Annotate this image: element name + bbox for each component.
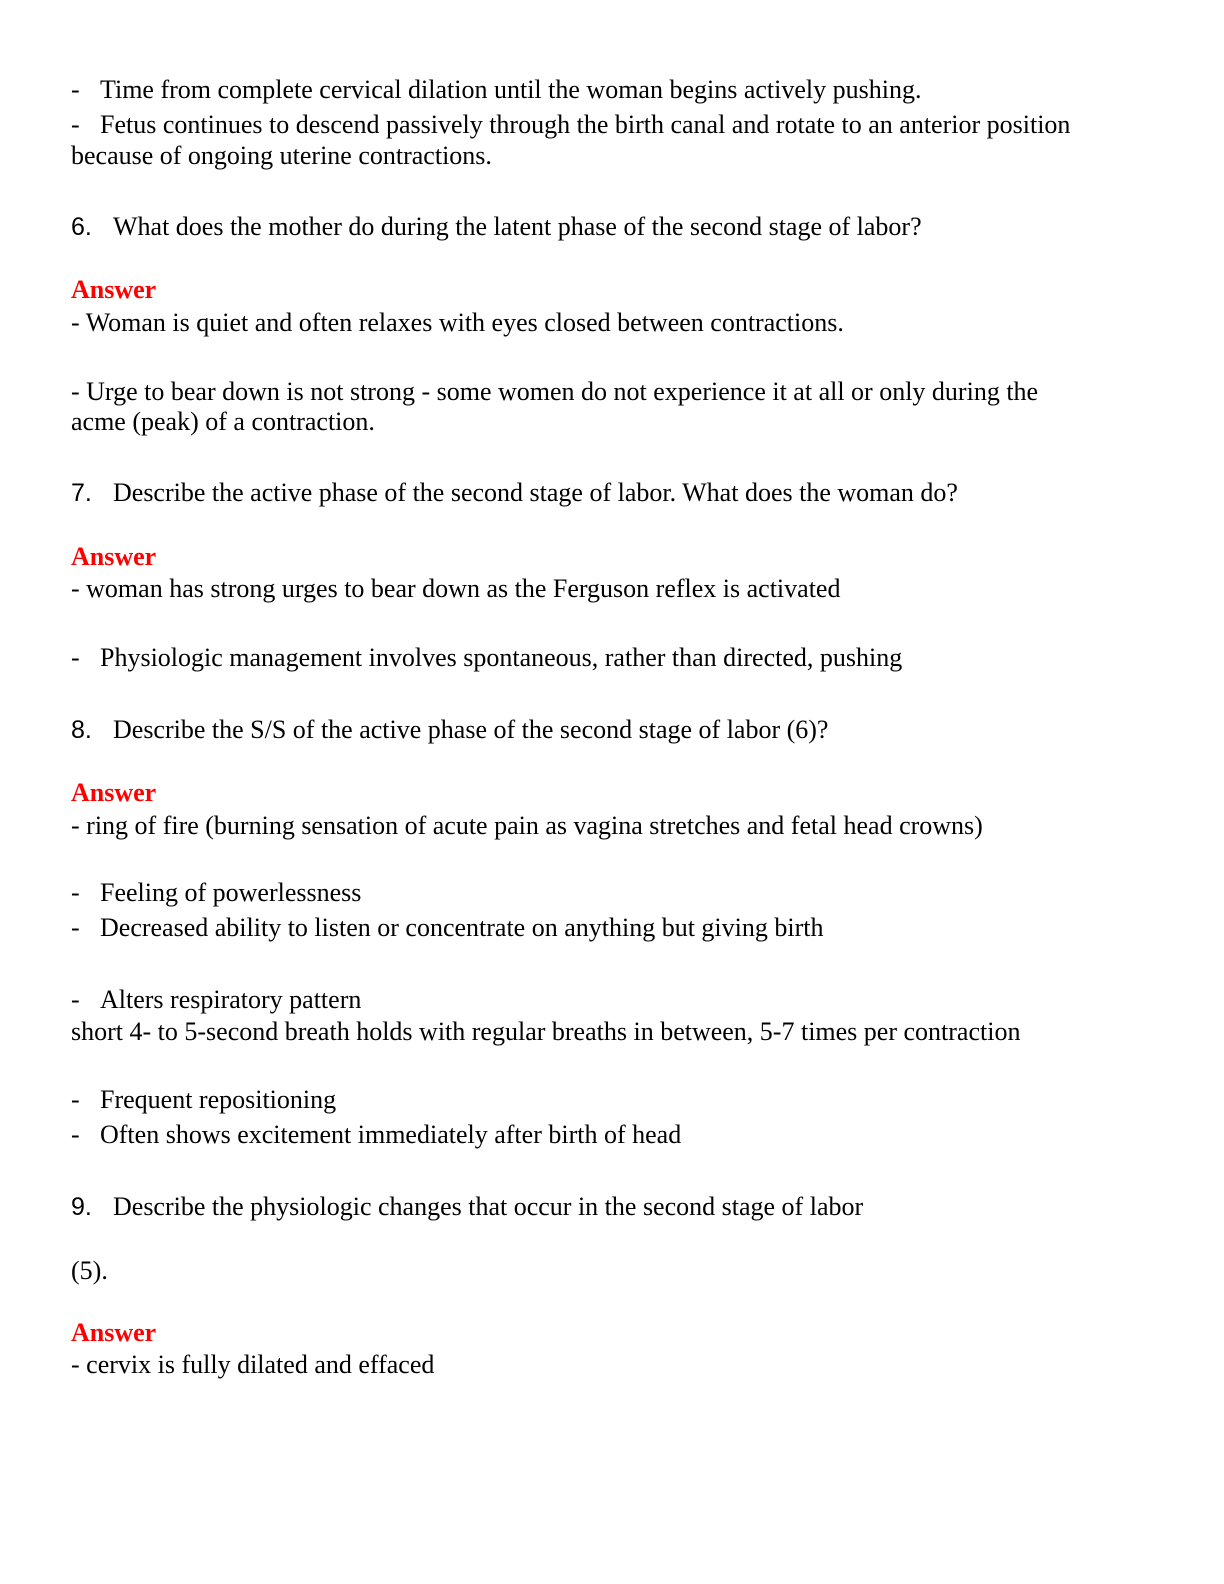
answer-label: Answer <box>71 1318 157 1347</box>
answer-bullet-text: Frequent repositioning <box>100 1085 337 1114</box>
question-7 <box>71 478 958 508</box>
question-number: 9. <box>71 1193 92 1221</box>
intro-bullet-2-text: Fetus continues to descend passively through the birth canal and rotate to an anterior position <box>100 110 1071 139</box>
bullet-dash: - <box>71 110 80 139</box>
answer-bullet <box>71 913 823 943</box>
bullet-dash: - <box>71 1085 80 1114</box>
bullet-dash: - <box>71 1120 80 1149</box>
bullet-dash: - <box>71 878 80 907</box>
answer-line: - woman has strong urges to bear down as the Ferguson reflex is activated <box>71 574 841 603</box>
answer-bullet <box>71 643 902 673</box>
answer-label: Answer <box>71 542 157 571</box>
intro-bullet-1-text: Time from complete cervical dilation until the woman begins actively pushing. <box>100 75 922 104</box>
answer-bullet-text: Decreased ability to listen or concentrate on anything but giving birth <box>100 913 824 942</box>
question-text: Describe the active phase of the second stage of labor. What does the woman do? <box>113 478 958 507</box>
question-text: Describe the S/S of the active phase of the second stage of labor (6)? <box>113 715 829 744</box>
answer-bullet-text: Often shows excitement immediately after birth of head <box>100 1120 682 1149</box>
question-number: 6. <box>71 213 92 241</box>
answer-bullet-text: Physiologic management involves spontaneous, rather than directed, pushing <box>100 643 903 672</box>
bullet-dash: - <box>71 913 80 942</box>
bullet-dash: - <box>71 985 80 1014</box>
answer-bullet-text: Feeling of powerlessness <box>100 878 362 907</box>
question-number: 8. <box>71 716 92 744</box>
answer-line: - cervix is fully dilated and effaced <box>71 1350 435 1379</box>
answer-line: acme (peak) of a contraction. <box>71 407 375 436</box>
answer-label: Answer <box>71 778 157 807</box>
answer-label: Answer <box>71 275 157 304</box>
intro-bullet-2-continuation: because of ongoing uterine contractions. <box>71 141 492 170</box>
answer-bullet <box>71 1085 336 1115</box>
question-text: What does the mother do during the latent phase of the second stage of labor? <box>113 212 922 241</box>
intro-bullet-1 <box>71 75 921 105</box>
question-8 <box>71 715 828 745</box>
bullet-dash: - <box>71 75 80 104</box>
question-number: 7. <box>71 479 92 507</box>
answer-bullet <box>71 985 361 1015</box>
answer-line: - Woman is quiet and often relaxes with eyes closed between contractions. <box>71 308 844 337</box>
answer-bullet <box>71 1120 681 1150</box>
question-continuation: (5). <box>71 1256 108 1285</box>
answer-bullet <box>71 878 361 908</box>
question-6 <box>71 212 922 242</box>
answer-bullet-text: Alters respiratory pattern <box>100 985 362 1014</box>
question-text: Describe the physiologic changes that occur in the second stage of labor <box>113 1192 864 1221</box>
bullet-dash: - <box>71 643 80 672</box>
intro-bullet-2 <box>71 110 1070 140</box>
question-9 <box>71 1192 863 1222</box>
answer-line: - Urge to bear down is not strong - some women do not experience it at all or only during the <box>71 377 1039 406</box>
answer-line: short 4- to 5-second breath holds with regular breaths in between, 5-7 times per contraction <box>71 1017 1021 1046</box>
answer-line: - ring of fire (burning sensation of acute pain as vagina stretches and fetal head crowns) <box>71 811 983 840</box>
